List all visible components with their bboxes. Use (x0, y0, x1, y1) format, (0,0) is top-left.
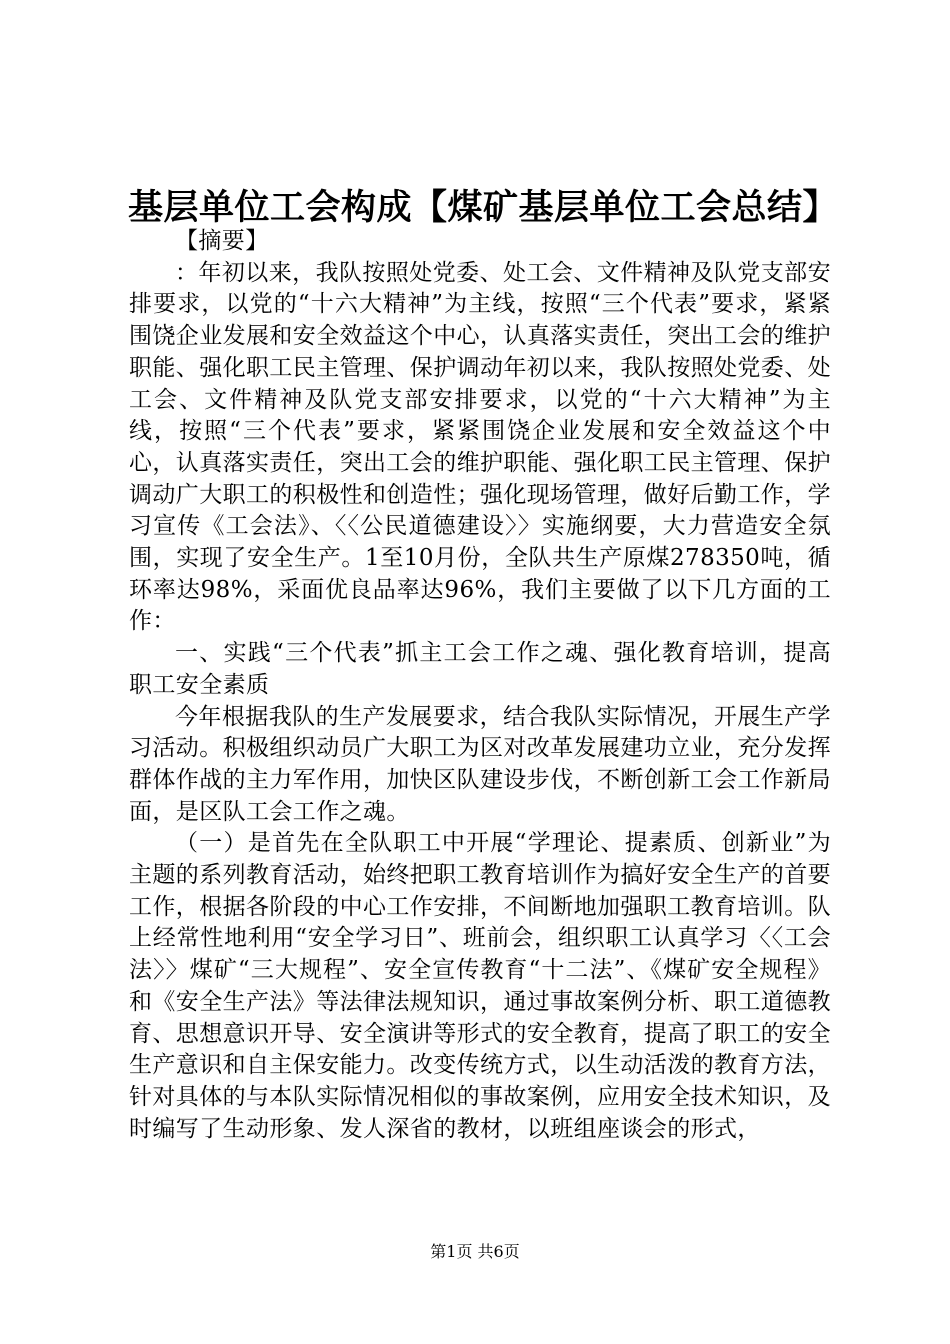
abstract-heading: 【摘要】 (175, 228, 269, 254)
document-title: 基层单位工会构成【煤矿基层单位工会总结】 (128, 187, 839, 228)
body-paragraph: （一）是首先在全队职工中开展“学理论、提素质、创新业”为主题的系列教育活动，始终把职工教育培训作为搞好安全生产的首要工作，根据各阶段的中心工作安排，不间断地加强职工教育培训。队上经常性地利用“安全学习日”、班前会，组织职工认真学习〈〈工会法〉〉煤矿“三大规程”、安全宣传教育“十二法”、《煤矿安全规程》和《安全生产法》等法律法规知识，通过事故案例分析、职工道德教育、思想意识开导、安全演讲等形式的安全教育，提高了职工的安全生产意识和自主保安能力。改变传统方式，以生动活泼的教育方法，针对具体的与本队实际情况相似的事故案例，应用安全技术知识，及时编写了生动形象、发人深省的教材，以班组座谈会的形式， (129, 830, 831, 1142)
document-body (129, 226, 831, 1145)
page-number-footer: 第1页 共6页 (430, 1242, 520, 1261)
body-paragraph: ：年初以来，我队按照处党委、处工会、文件精神及队党支部安排要求，以党的“十六大精神”为主线，按照“三个代表”要求，紧紧围饶企业发展和安全效益这个中心，认真落实责任，突出工会的维护职能、强化职工民主管理、保护调动年初以来，我队按照处党委、处工会、文件精神及队党支部安排要求，以党的“十六大精神”为主线，按照“三个代表”要求，紧紧围饶企业发展和安全效益这个中心，认真落实责任，突出工会的维护职能、强化职工民主管理、保护调动广大职工的积极性和创造性；强化现场管理，做好后勤工作，学习宣传《工会法》、〈〈公民道德建设〉〉实施纲要，大力营造安全氛围，实现了安全生产。1至10月份，全队共生产原煤278350吨，循环率达98%，采面优良品率达96%，我们主要做了以下几方面的工作： (129, 259, 831, 635)
body-paragraph: 今年根据我队的生产发展要求，结合我队实际情况，开展生产学习活动。积极组织动员广大职工为区对改革发展建功立业，充分发挥群体作战的主力军作用，加快区队建设步伐，不断创新工会工作新局面，是区队工会工作之魂。 (129, 703, 831, 825)
section-heading: 一、实践“三个代表”抓主工会工作之魂、强化教育培训，提高职工安全素质 (129, 640, 831, 698)
